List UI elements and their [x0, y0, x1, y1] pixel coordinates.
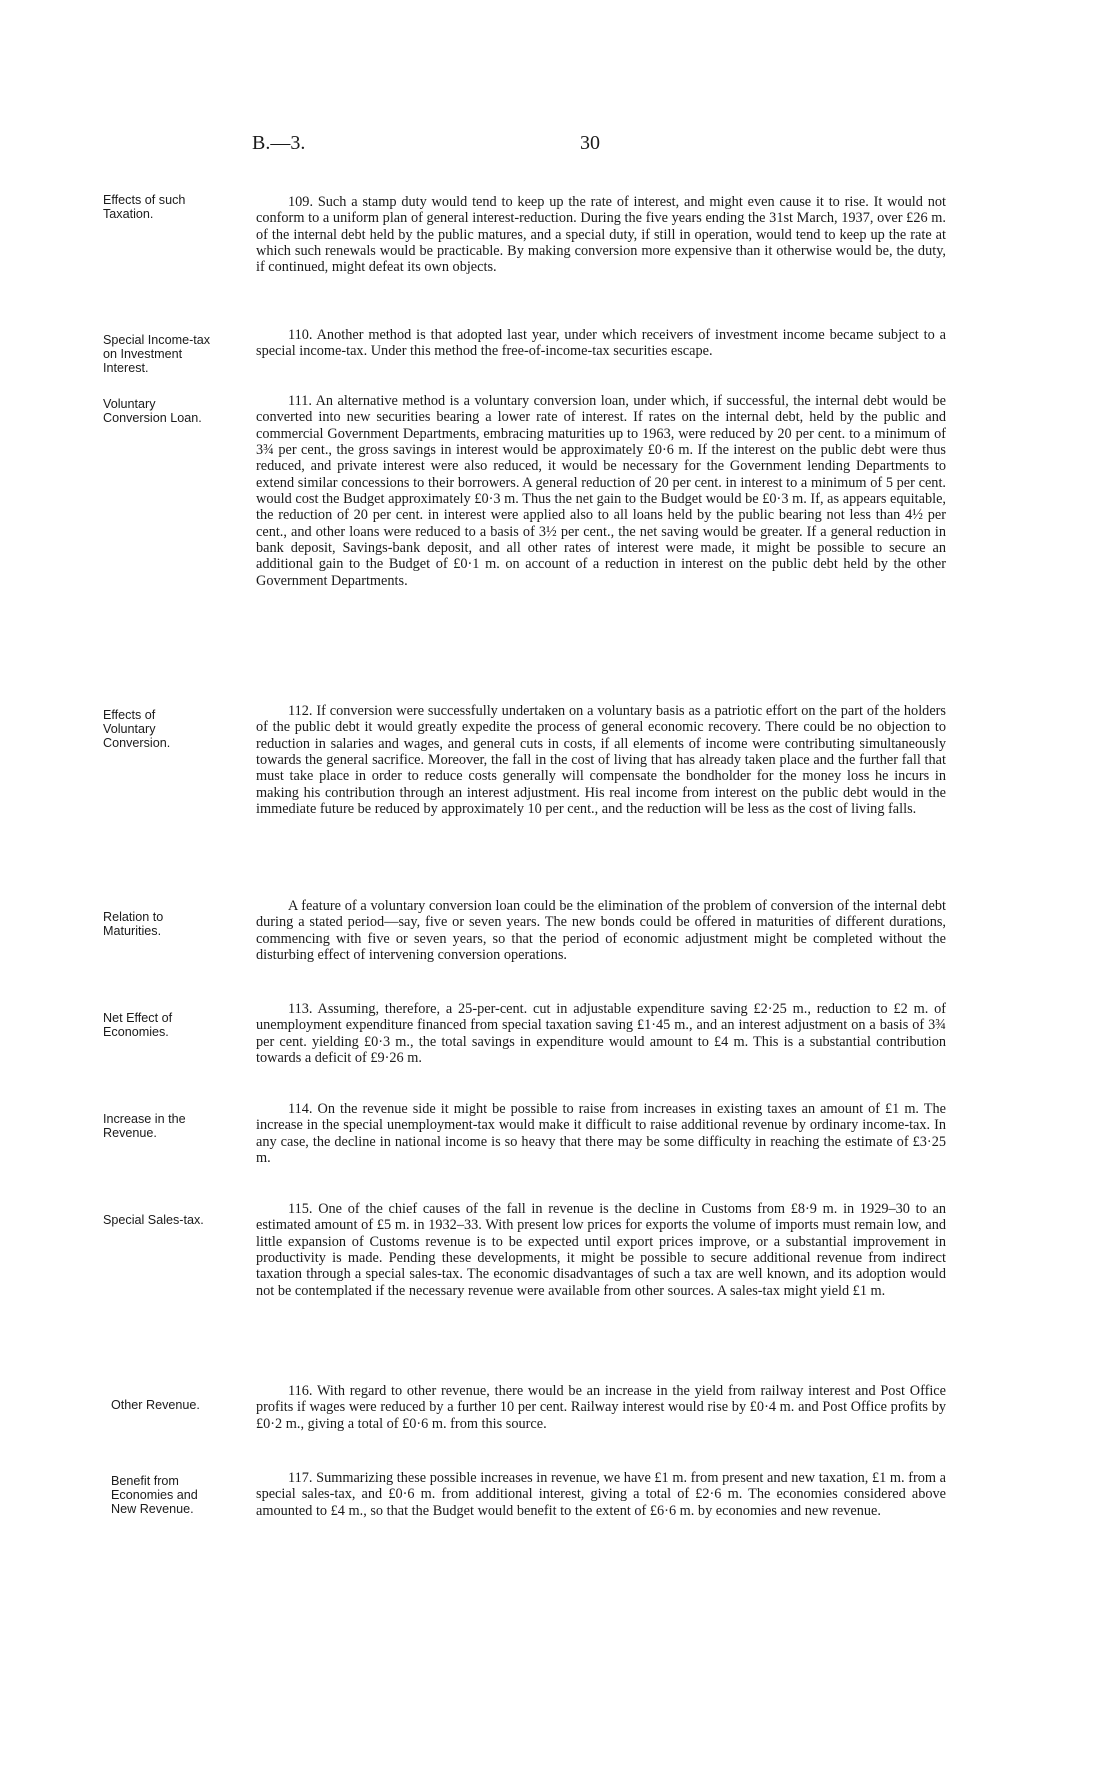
paragraph-109: 109. Such a stamp duty would tend to keep up the rate of interest, and might even cause it to rise. It would not conform to a uniform plan of general interest-reduction. During the five years ending the 31st March, 1937, over £26 m. of the internal debt held by the public matures, and a special duty, if still in operation, would tend to keep up the rate at which such renewals would be practicable. By making conversion more expensive than it otherwise would be, the duty, if continued, might defeat its own objects. — [256, 194, 946, 276]
document-reference: B.—3. — [252, 132, 306, 154]
side-note: Special Income-tax on Investment Interest. — [103, 333, 211, 375]
paragraph-114: 114. On the revenue side it might be possible to raise from increases in existing taxes an amount of £1 m. The increase in the special unemployment-tax would make it difficult to raise additional revenue by ordinary income-tax. In any case, the decline in national income is so heavy that there may be some difficulty in reaching the estimate of £3·25 m. — [256, 1101, 946, 1167]
side-note: Benefit from Economies and New Revenue. — [111, 1474, 198, 1516]
paragraph-115: 115. One of the chief causes of the fall in revenue is the decline in Customs from £8·9 m. in 1929–30 to an estimated amount of £5 m. in 1932–33. With present low prices for exports the volume of imports must remain low, and little expansion of Customs revenue is to be expected until export prices improve, or a substantial improvement in productivity is made. Pending these developments, it might be possible to secure additional revenue from indirect taxation through a special sales-tax. The economic disadvantages of such a tax are well known, and its adoption would not be contemplated if the necessary revenue were available from other sources. A sales-tax might yield £1 m. — [256, 1201, 946, 1299]
paragraph-117: 117. Summarizing these possible increases in revenue, we have £1 m. from present and new taxation, £1 m. from a special sales-tax, and £0·6 m. from additional interest, giving a total of £2·6 m. The economies considered above amounted to £4 m., so that the Budget would benefit to the extent of £6·6 m. by economies and new revenue. — [256, 1470, 946, 1519]
page-number: 30 — [580, 132, 600, 154]
paragraph-113: 113. Assuming, therefore, a 25-per-cent. cut in adjustable expenditure saving £2·25 m., reduction to £2 m. of unemployment expenditure financed from special taxation saving £1·45 m., and an interest adjustment on a basis of 3¾ per cent. yielding £0·3 m., the total savings in expenditure would amount to £4 m. This is a substantial contribution towards a deficit of £9·26 m. — [256, 1001, 946, 1067]
side-note: Net Effect of Economies. — [103, 1011, 173, 1039]
paragraph-110: 110. Another method is that adopted last year, under which receivers of investment income became subject to a special income-tax. Under this method the free-of-income-tax securities escape. — [256, 327, 946, 360]
side-note: Relation to Maturities. — [103, 910, 164, 938]
side-note: Voluntary Conversion Loan. — [103, 397, 202, 425]
paragraph-maturities: A feature of a voluntary conversion loan could be the elimination of the problem of conversion of the internal debt during a stated period—say, five or seven years. The new bonds could be offered in maturities of different durations, commencing with five or seven years, so that the period of economic adjustment might be completed without the disturbing effect of intervening conversion operations. — [256, 898, 946, 964]
paragraph-112: 112. If conversion were successfully undertaken on a voluntary basis as a patriotic effort on the part of the holders of the public debt it would greatly expedite the process of general economic recovery. There could be no objection to reduction in salaries and wages, and general cuts in costs, if all elements of income were contributing simultaneously towards the general sacrifice. Moreover, the fall in the cost of living that has already taken place and the further fall that must take place in order to reduce costs generally will compensate the bondholder for the money loss he incurs in making his contribution through an interest adjustment. His real income from interest on the public debt would in the immediate future be reduced by approximately 10 per cent., and the reduction will be less as the cost of living falls. — [256, 703, 946, 818]
side-note: Other Revenue. — [111, 1398, 200, 1412]
side-note: Effects of Voluntary Conversion. — [103, 708, 171, 750]
page-header — [0, 132, 1114, 172]
paragraph-111: 111. An alternative method is a voluntary conversion loan, under which, if successful, the internal debt would be converted into new securities bearing a lower rate of interest. If rates on the internal debt, held by the public and commercial Government Departments, embracing maturities up to 1963, were reduced by 20 per cent. to a minimum of 3¾ per cent., the gross savings in interest would be approximately £0·6 m. If the interest on the public debt were thus reduced, and private interest were also reduced, it would be necessary for the Government lending Departments to extend similar concessions to their borrowers. A general reduction of 20 per cent. in interest to a minimum of 5 per cent. would cost the Budget approximately £0·3 m. Thus the net gain to the Budget would be £0·3 m. If, as appears equitable, the reduction of 20 per cent. in interest were applied also to all loans held by the public bearing not less than 4½ per cent., and other loans were reduced to a basis of 3½ per cent., the net saving would be greater. If a general reduction in bank deposit, Savings-bank deposit, and all other rates of interest were made, it might be possible to secure an additional gain to the Budget of £0·1 m. on account of a reduction in interest on the public debt held by the other Government Departments. — [256, 393, 946, 589]
side-note: Effects of such Taxation. — [103, 193, 186, 221]
paragraph-116: 116. With regard to other revenue, there would be an increase in the yield from railway interest and Post Office profits if wages were reduced by a further 10 per cent. Railway interest would rise by £0·4 m. and Post Office profits by £0·2 m., giving a total of £0·6 m. from this source. — [256, 1383, 946, 1432]
side-note: Increase in the Revenue. — [103, 1112, 186, 1140]
side-note: Special Sales-tax. — [103, 1213, 204, 1227]
